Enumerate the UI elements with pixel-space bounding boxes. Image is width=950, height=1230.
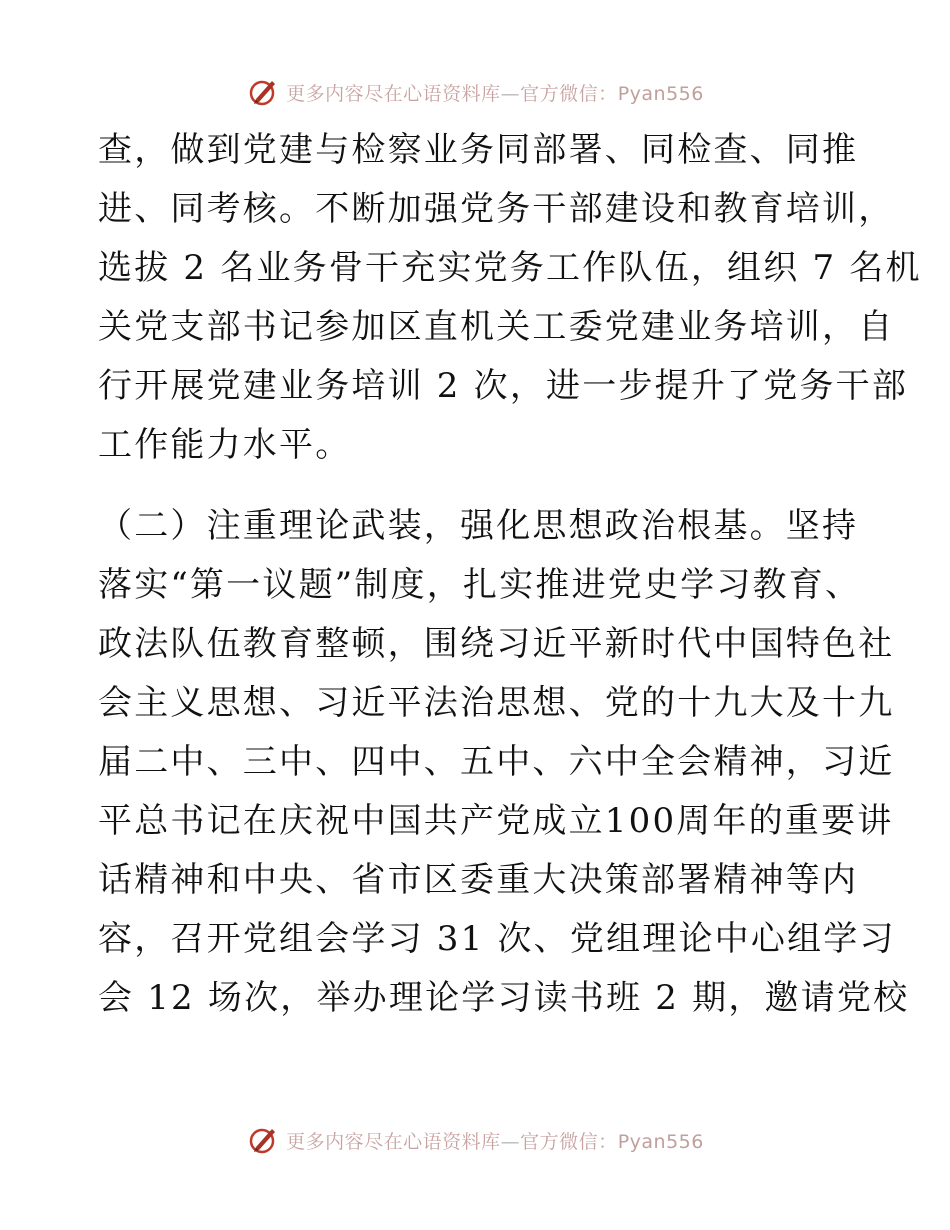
watermark-text [286,79,704,106]
watermark-separator: — [500,82,521,105]
watermark-main: 更多内容尽在心语资料库 [286,1130,501,1153]
watermark-account: Pyan556 [617,82,704,105]
text-line: 进、同考核。不断加强党务干部建设和教育培训， [98,189,895,229]
text-line: 落实“第一议题”制度，扎实推进党史学习教育、 [98,565,862,605]
text-line: 行开展党建业务培训 2 次，进一步提升了党务干部 [98,366,909,406]
paragraph-gap [98,475,858,497]
watermark-suffix: 官方微信： [520,82,618,105]
text-line: 政法队伍教育整顿，围绕习近平新时代中国特色社 [98,624,895,664]
watermark-account: Pyan556 [617,1130,704,1153]
text-line: 平总书记在庆祝中国共产党成立100周年的重要讲 [98,801,894,841]
footer-watermark [0,1120,950,1160]
document-body [98,121,922,1028]
pen-logo-icon [246,75,280,109]
pen-logo-icon [246,1123,280,1157]
text-line: （二）注重理论武装，强化思想政治根基。坚持 [98,506,859,546]
text-line: 选拔 2 名业务骨干充实党务工作队伍，组织 7 名机 [98,248,922,288]
watermark-text [286,1127,704,1154]
watermark-suffix: 官方微信： [520,1130,618,1153]
text-line: 查，做到党建与检察业务同部署、同检查、同推 [98,130,859,170]
text-line: 容，召开党组会学习 31 次、党组理论中心组学习 [98,919,896,959]
paragraph-2 [98,497,910,1028]
text-line: 会主义思想、习近平法治思想、党的十九大及十九 [98,683,895,723]
text-line: 话精神和中央、省市区委重大决策部署精神等内 [98,860,859,900]
paragraph-1 [98,121,922,475]
text-line: 届二中、三中、四中、五中、六中全会精神，习近 [98,742,895,782]
watermark-separator: — [500,1130,521,1153]
text-line: 工作能力水平。 [98,425,352,465]
header-watermark [0,72,950,112]
text-line: 关党支部书记参加区直机关工委党建业务培训，自 [98,307,895,347]
text-line: 会 12 场次，举办理论学习读书班 2 期，邀请党校 [98,978,910,1018]
watermark-main: 更多内容尽在心语资料库 [286,82,501,105]
